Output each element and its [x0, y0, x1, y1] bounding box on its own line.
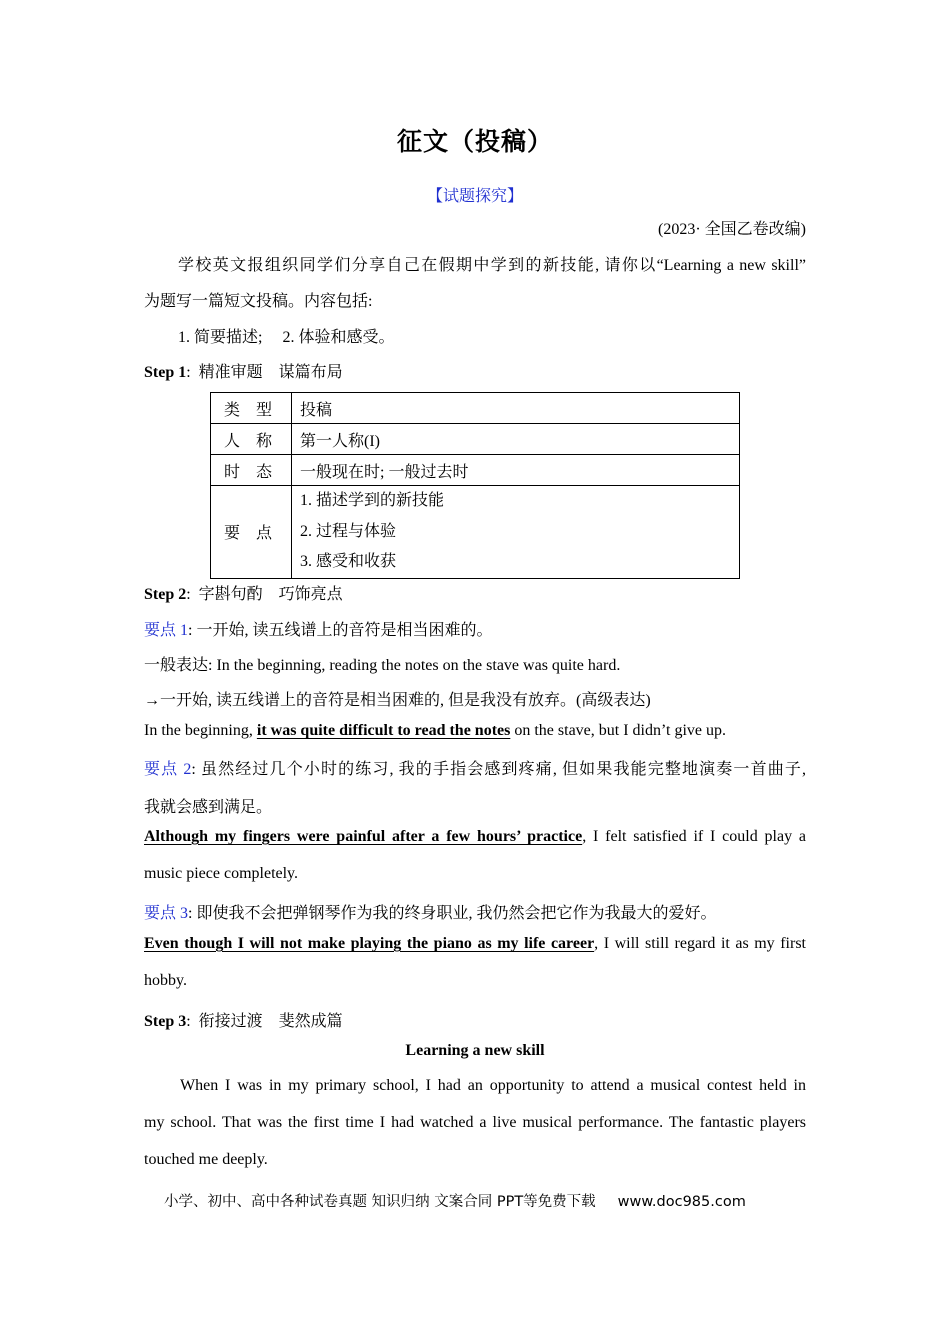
point-label: 要点 1 — [144, 622, 189, 639]
point-3-en-line-1 — [144, 935, 806, 953]
essay-title: Learning a new skill — [405, 1042, 545, 1059]
point-text: : 虽然经过几个小时的练习, 我的手指会感到疼痛, 但如果我能完整地演奏一首曲子, — [191, 761, 806, 778]
table-key: 人 称 — [211, 424, 292, 455]
table-key: 时 态 — [211, 455, 292, 486]
essay-line-3: touched me deeply. — [144, 1151, 268, 1168]
step-text: : 精准审题 谋篇布局 — [186, 364, 343, 381]
sentence-part: on the stave, but I didn’t give up. — [510, 722, 727, 739]
step-text: : 衔接过渡 斐然成篇 — [186, 1013, 343, 1030]
point-text: : 一开始, 读五线谱上的音符是相当困难的。 — [188, 622, 493, 639]
footer-text: 小学、初中、高中各种试卷真题 知识归纳 文案合同 PPT等免费下载 — [164, 1194, 596, 1210]
step-label: Step 1 — [144, 364, 187, 381]
point-label: 要点 3 — [144, 905, 189, 922]
point-item: 1. 描述学到的新技能 — [300, 492, 445, 509]
table-row — [211, 455, 740, 486]
step-2-heading — [144, 581, 806, 604]
point-1-basic: 一般表达: In the beginning, reading the notes on the stave was quite hard. — [144, 657, 621, 674]
table-row — [211, 486, 740, 579]
prompt-items: 1. 简要描述; 2. 体验和感受。 — [178, 329, 395, 346]
highlight-phrase: Although my fingers were painful after a few hours’ practice — [144, 828, 583, 845]
highlight-phrase: it was quite difficult to read the notes — [256, 722, 511, 739]
point-item: 3. 感受和收获 — [300, 553, 397, 570]
table-value: 第一人称(I) — [292, 424, 740, 455]
step-label: Step 2 — [144, 586, 187, 603]
point-2-en-line-2: music piece completely. — [144, 865, 299, 882]
page-footer — [164, 1190, 746, 1211]
step-3-heading — [144, 1008, 806, 1031]
table-value: 投稿 — [292, 393, 740, 424]
sentence-part: In the beginning, — [144, 722, 257, 739]
highlight-phrase: Even though I will not make playing the piano as my life career — [144, 935, 595, 952]
essay-line-2: my school. That was the first time I had watched a live musical performance. The fantastic players — [144, 1114, 806, 1131]
analysis-table — [210, 392, 740, 579]
point-2-cn-line-2: 我就会感到满足。 — [144, 799, 273, 816]
point-2-en-line-1 — [144, 828, 806, 846]
section-heading: 【试题探究】 — [426, 188, 523, 205]
essay-line-1: When I was in my primary school, I had an opportunity to attend a musical contest held in — [180, 1077, 806, 1094]
point-label: 要点 2 — [144, 761, 192, 778]
step-1-heading — [144, 359, 806, 382]
point-1-advanced-cn: →一开始, 读五线谱上的音符是相当困难的, 但是我没有放弃。(高级表达) — [144, 692, 651, 709]
table-key: 类 型 — [211, 393, 292, 424]
table-points — [292, 486, 740, 579]
point-item: 2. 过程与体验 — [300, 522, 397, 540]
table-row — [211, 393, 740, 424]
step-text: : 字斟句酌 巧饰亮点 — [186, 586, 343, 603]
sentence-part: , I will still regard it as my first — [594, 935, 806, 952]
point-3-cn — [144, 900, 806, 923]
point-3-en-line-2: hobby. — [144, 972, 187, 989]
prompt-line-1: 学校英文报组织同学们分享自己在假期中学到的新技能, 请你以“Learning a new skill” — [178, 257, 806, 274]
point-1-cn — [144, 617, 806, 640]
table-key: 要 点 — [211, 486, 292, 579]
step-label: Step 3 — [144, 1013, 187, 1030]
point-text: : 即使我不会把弹钢琴作为我的终身职业, 我仍然会把它作为我最大的爱好。 — [188, 905, 717, 922]
sentence-part: , I felt satisfied if I could play a — [582, 828, 807, 845]
point-1-en — [144, 722, 806, 740]
point-2-cn-line-1 — [144, 756, 806, 779]
prompt-line-2: 为题写一篇短文投稿。内容包括: — [144, 293, 373, 310]
page-title: 征文（投稿） — [396, 127, 553, 156]
footer-link[interactable]: www.doc985.com — [617, 1194, 746, 1210]
table-row — [211, 424, 740, 455]
table-value: 一般现在时; 一般过去时 — [292, 455, 740, 486]
source-note: (2023· 全国乙卷改编) — [658, 221, 806, 238]
